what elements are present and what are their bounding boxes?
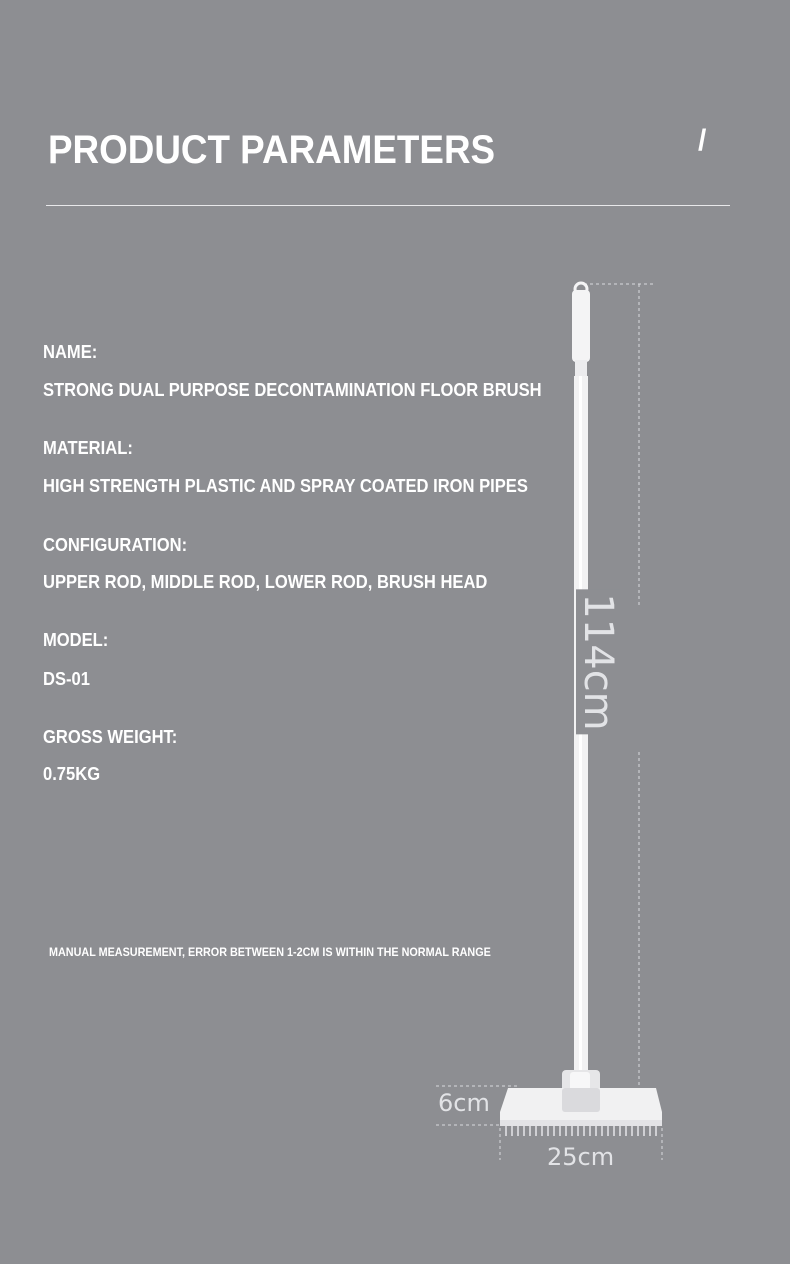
slash-mark: /: [698, 124, 707, 157]
page-title: PRODUCT PARAMETERS: [48, 128, 496, 172]
model-value: DS-01: [43, 669, 90, 689]
brush-head: [500, 1070, 662, 1136]
measurement-note: MANUAL MEASUREMENT, ERROR BETWEEN 1-2CM IS WITHIN THE NORMAL RANGE: [49, 945, 491, 959]
dimension-guides: [436, 284, 662, 1160]
weight-value: 0.75KG: [43, 764, 101, 784]
length-dimension: 114cm: [576, 589, 620, 734]
configuration-value: UPPER ROD, MIDDLE ROD, LOWER ROD, BRUSH HEAD: [43, 572, 488, 592]
material-label: MATERIAL:: [43, 438, 133, 458]
name-value: STRONG DUAL PURPOSE DECONTAMINATION FLOOR BRUSH: [43, 380, 542, 400]
material-value: HIGH STRENGTH PLASTIC AND SPRAY COATED IRON PIPES: [43, 476, 528, 496]
model-label: MODEL:: [43, 630, 109, 650]
weight-label: GROSS WEIGHT:: [43, 727, 178, 747]
configuration-label: CONFIGURATION:: [43, 535, 188, 555]
width-dimension: 25cm: [547, 1143, 615, 1171]
name-label: NAME:: [43, 342, 98, 362]
height-dimension: 6cm: [438, 1089, 490, 1117]
